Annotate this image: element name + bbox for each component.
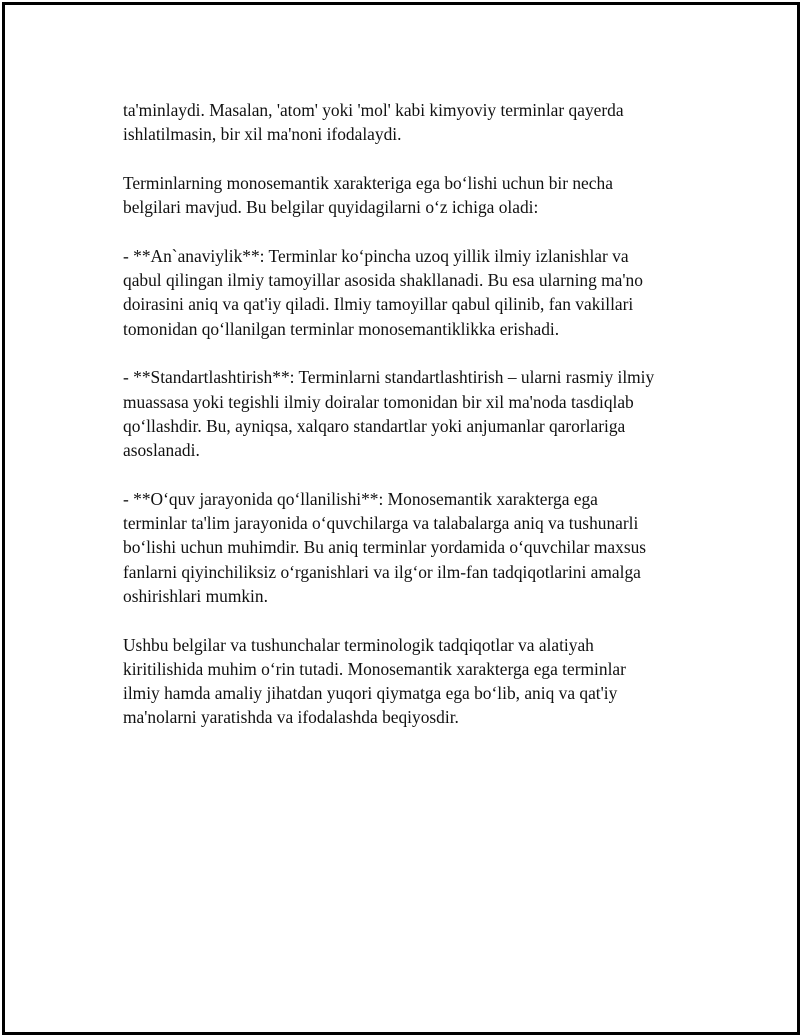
paragraph-intro-continuation: ta'minlaydi. Masalan, 'atom' yoki 'mol' kabi kimyoviy terminlar qayerda ishlatilmasin, bir xil ma'noni ifodalaydi. — [123, 100, 624, 145]
paragraph-ananaviylik: - **An`anaviylik**: Terminlar koʻpincha uzoq yillik ilmiy izlanishlar va qabul qilingan ilmiy tamoyillar asosida shakllanadi. Bu esa ularning ma'no doirasini aniq va qat'iy qiladi. Ilmiy tamoyillar qabul qilinib, fan vakillari tomonidan qoʻllanilgan terminlar monosemantiklikka erishadi. — [123, 245, 643, 339]
document-body — [123, 98, 698, 754]
paragraph-oquv-jarayoni: - **Oʻquv jarayonida qoʻllanilishi**: Monosemantik xarakterga ega terminlar ta'lim jarayonida oʻquvchilarga va talabalarga aniq va tushunarli boʻlishi uchun muhimdir. Bu aniq terminlar yordamida oʻquvchilar maxsus fanlarni qiyinchiliksiz oʻrganishlari va ilgʻor ilm-fan tadqiqotlarini amalga oshirishlari mumkin. — [123, 488, 647, 606]
paragraph-monosemantic-features: Terminlarning monosemantik xarakteriga ega boʻlishi uchun bir necha belgilari mavjud. Bu belgilar quyidagilarni oʻz ichiga oladi: — [123, 172, 613, 218]
paragraph-conclusion: Ushbu belgilar va tushunchalar terminologik tadqiqotlar va alatiyah kiritilishida muhim oʻrin tutadi. Monosemantik xarakterga ega terminlar ilmiy hamda amaliy jihatdan yuqori qiymatga ega boʻlib, aniq va qat'iy ma'nolarni yaratishda va ifodalashda beqiyosdir. — [123, 634, 626, 728]
document-page — [2, 2, 800, 1035]
paragraph-standartlashtirish: - **Standartlashtirish**: Terminlarni standartlashtirish – ularni rasmiy ilmiy muassasa yoki tegishli ilmiy doiralar tomonidan bir xil ma'noda tasdiqlab qoʻllashdir. Bu, ayniqsa, xalqaro standartlar yoki anjumanlar qarorlariga asoslanadi. — [123, 367, 655, 461]
